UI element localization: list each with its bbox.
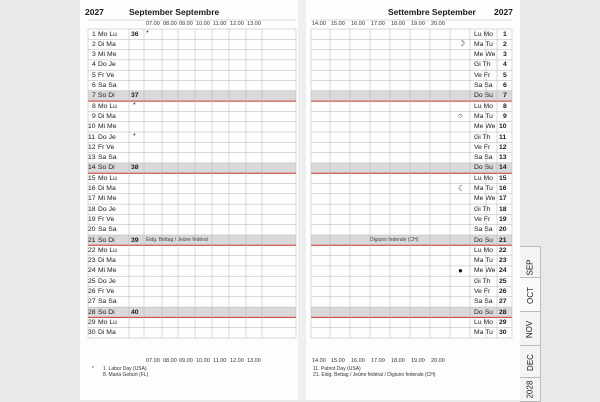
week-number: 39: [131, 236, 139, 244]
week-number: 40: [131, 308, 139, 316]
moon-phase-icon: ●: [458, 265, 463, 275]
right-day-row[interactable]: [311, 81, 512, 91]
left-footnote-1: 1. Labor Day (USA): [103, 366, 147, 372]
right-day-row[interactable]: [311, 142, 512, 152]
right-weekday: Lu Mo: [474, 174, 493, 182]
left-day-row[interactable]: [88, 39, 296, 49]
right-day-number: 5: [503, 71, 507, 79]
right-day-number: 8: [503, 102, 507, 110]
tab-2028-label: 2028: [525, 380, 535, 399]
left-weekday: Mo Lu: [98, 246, 117, 254]
hour-label: 07.00: [146, 358, 160, 364]
right-day-row[interactable]: [311, 297, 512, 307]
right-day-number: 17: [499, 195, 507, 203]
week-number: 36: [131, 30, 139, 38]
left-day-label: 22: [88, 246, 96, 254]
hour-label: 07.00: [146, 21, 160, 27]
right-day-row[interactable]: [311, 60, 512, 70]
right-weekday: Gi Th: [474, 61, 491, 69]
right-day-row[interactable]: [311, 122, 512, 132]
right-weekday: Lu Mo: [474, 318, 493, 326]
right-day-number: 30: [499, 329, 507, 337]
right-weekday: Sa Sa: [474, 298, 493, 306]
holiday-note: Digiuno federale (CH): [370, 237, 419, 244]
right-footnotes: [313, 366, 436, 378]
hour-label: 08.00: [163, 21, 177, 27]
left-weekday: Mi Me: [98, 267, 117, 275]
left-weekday: So Di: [98, 164, 115, 172]
right-day-number: 15: [499, 174, 507, 182]
left-weekday: Mi Me: [98, 123, 117, 131]
left-day-label: 29: [88, 318, 96, 326]
moon-phase-icon: ☽: [458, 39, 466, 49]
left-weekday: Do Je: [98, 133, 116, 141]
right-day-row[interactable]: [311, 101, 512, 111]
holiday-marker: *: [146, 29, 149, 37]
left-day-row[interactable]: [88, 225, 296, 235]
right-day-row[interactable]: [311, 287, 512, 297]
left-weekday: Do Je: [98, 61, 116, 69]
tab-sep-label: SEP: [525, 258, 535, 276]
left-weekday: Fr Ve: [98, 215, 115, 223]
right-weekday: Gi Th: [474, 205, 491, 213]
hour-label: 20.00: [431, 358, 445, 364]
left-weekday: Sa Sa: [98, 298, 117, 306]
hour-label: 19.00: [411, 358, 425, 364]
hour-label: 18.00: [391, 358, 405, 364]
left-weekday: Di Ma: [98, 40, 116, 48]
right-day-number: 25: [499, 277, 507, 285]
left-day-label: 25: [88, 277, 96, 285]
right-day-number: 4: [503, 61, 507, 69]
hour-label: 18.00: [391, 21, 405, 27]
right-weekday: Ma Tu: [474, 329, 493, 337]
right-day-row[interactable]: [311, 307, 512, 317]
right-day-row[interactable]: [311, 214, 512, 224]
right-day-number: 27: [499, 298, 507, 306]
right-weekday: Ve Fr: [474, 288, 491, 295]
right-day-row[interactable]: [311, 50, 512, 60]
left-weekday: So Di: [98, 92, 115, 100]
left-day-label: 5: [92, 71, 96, 79]
left-day-label: 27: [88, 298, 96, 306]
left-month-title: September Septembre: [129, 7, 220, 17]
right-day-number: 23: [499, 257, 507, 265]
left-day-label: 9: [92, 112, 96, 120]
left-day-label: 30: [88, 329, 96, 337]
left-day-label: 12: [88, 143, 96, 151]
hour-label: 20.00: [431, 21, 445, 27]
hour-label: 12.00: [230, 358, 244, 364]
right-weekday: Me We: [474, 195, 496, 203]
right-weekday: Ma Tu: [474, 40, 493, 48]
moon-phase-icon: ☾: [458, 183, 466, 193]
month-tabs: [520, 0, 600, 400]
right-day-number: 16: [499, 185, 507, 192]
left-day-label: 11: [88, 133, 96, 141]
left-weekday: Fr Ve: [98, 143, 115, 151]
right-weekday: Ve Fr: [474, 215, 491, 223]
page-gutter: [298, 0, 306, 400]
left-day-label: 24: [88, 267, 96, 275]
left-day-row[interactable]: [88, 194, 296, 204]
right-weekday: Sa Sa: [474, 82, 493, 89]
week-number: 38: [131, 164, 139, 172]
left-day-label: 1: [92, 30, 96, 38]
left-day-label: 28: [88, 308, 96, 316]
left-day-row[interactable]: [88, 173, 296, 183]
tab-oct[interactable]: [520, 277, 541, 313]
left-day-label: 16: [88, 185, 96, 192]
right-weekday: Me We: [474, 123, 496, 131]
right-day-number: 7: [503, 92, 507, 100]
right-day-number: 14: [499, 164, 507, 172]
right-weekday: Ma Tu: [474, 112, 493, 120]
right-footnote-1: 11. Patriot Day (USA): [313, 366, 361, 372]
left-day-row[interactable]: [88, 287, 296, 297]
left-day-row[interactable]: [88, 81, 296, 91]
hour-label: 19.00: [411, 21, 425, 27]
hour-label: 16.00: [351, 358, 365, 364]
left-weekday: Mo Lu: [98, 30, 117, 38]
right-day-row[interactable]: [311, 317, 512, 327]
left-weekday: Sa Sa: [98, 154, 117, 162]
hour-label: 14.00: [312, 358, 326, 364]
right-day-number: 9: [503, 112, 507, 120]
right-day-number: 6: [503, 82, 507, 89]
hour-label: 16.00: [351, 21, 365, 27]
right-weekday: Lu Mo: [474, 30, 493, 38]
right-day-row[interactable]: [311, 328, 512, 338]
hour-label: 12.00: [230, 21, 244, 27]
left-day-row[interactable]: [88, 132, 296, 142]
right-day-row[interactable]: [311, 204, 512, 214]
hour-label: 13.00: [247, 358, 261, 364]
right-footnote-2: 21. Eidg. Bettag / Jeûne fédéral / Digiuno federale (CH): [313, 372, 436, 378]
hour-label: 10.00: [196, 21, 210, 27]
right-day-number: 20: [499, 226, 507, 234]
holiday-note: Eidg. Bettag / Jeûne fédéral: [146, 237, 208, 244]
right-day-row[interactable]: [311, 235, 512, 245]
right-day-row[interactable]: [311, 29, 512, 39]
left-day-label: 21: [88, 236, 96, 244]
left-weekday: Di Ma: [98, 185, 116, 192]
right-day-number: 19: [499, 215, 507, 223]
hour-label: 09.00: [179, 21, 193, 27]
left-day-row[interactable]: [88, 101, 296, 111]
right-weekday: Me We: [474, 51, 496, 59]
left-day-row[interactable]: [88, 235, 296, 245]
left-day-row[interactable]: [88, 256, 296, 266]
left-weekday: Fr Ve: [98, 71, 115, 79]
tab-dec-label: DEC: [525, 353, 535, 371]
right-day-row[interactable]: [311, 111, 512, 121]
left-day-label: 17: [88, 195, 96, 203]
left-day-row[interactable]: [88, 111, 296, 121]
tab-2028[interactable]: [520, 377, 541, 402]
right-day-row[interactable]: [311, 70, 512, 80]
left-day-row[interactable]: [88, 266, 296, 276]
right-day-number: 13: [499, 154, 507, 162]
right-weekday: Do Su: [474, 308, 493, 316]
right-month-title: Settembre September: [388, 7, 476, 17]
left-weekday: Sa Sa: [98, 82, 117, 89]
left-day-label: 18: [88, 205, 96, 213]
left-day-label: 15: [88, 174, 96, 182]
right-day-number: 10: [499, 123, 507, 131]
hour-label: 11.00: [213, 21, 227, 27]
right-day-row[interactable]: [311, 276, 512, 286]
left-day-label: 20: [88, 226, 96, 234]
right-weekday: Sa Sa: [474, 226, 493, 234]
left-day-row[interactable]: [88, 163, 296, 173]
right-day-number: 12: [499, 143, 507, 151]
right-weekday: Me We: [474, 267, 496, 275]
left-day-label: 13: [88, 154, 96, 162]
holiday-marker: *: [133, 132, 136, 140]
left-weekday: So Di: [98, 308, 115, 316]
left-day-row[interactable]: [88, 29, 296, 39]
right-day-row[interactable]: [311, 194, 512, 204]
left-day-label: 7: [92, 92, 96, 100]
left-day-row[interactable]: [88, 122, 296, 132]
right-day-row[interactable]: [311, 91, 512, 101]
right-weekday: Do Su: [474, 164, 493, 172]
hour-label: 15.00: [331, 358, 345, 364]
right-weekday: Lu Mo: [474, 246, 493, 254]
left-day-row[interactable]: [88, 307, 296, 317]
right-weekday: Ve Fr: [474, 143, 491, 151]
left-day-row[interactable]: [88, 204, 296, 214]
left-weekday: Mo Lu: [98, 174, 117, 182]
hour-label: 13.00: [247, 21, 261, 27]
right-day-row[interactable]: [311, 163, 512, 173]
left-day-row[interactable]: [88, 214, 296, 224]
left-footnote-2: 8. Mariä Geburt (FL): [103, 372, 149, 378]
right-weekday: Ma Tu: [474, 185, 493, 192]
holiday-marker: *: [133, 101, 136, 109]
right-day-number: 11: [499, 133, 507, 141]
tab-oct-label: OCT: [525, 286, 535, 304]
hour-label: 11.00: [213, 358, 227, 364]
hour-label: 17.00: [371, 21, 385, 27]
right-day-number: 2: [503, 40, 507, 48]
left-day-label: 10: [88, 123, 96, 131]
right-day-number: 1: [503, 30, 507, 38]
left-day-row[interactable]: [88, 70, 296, 80]
hour-label: 17.00: [371, 358, 385, 364]
right-day-number: 22: [499, 246, 507, 254]
hour-label: 09.00: [179, 358, 193, 364]
left-footnotes: [103, 366, 148, 378]
left-footnote-star: *: [92, 366, 94, 372]
left-weekday: Fr Ve: [98, 288, 115, 295]
right-day-number: 3: [503, 51, 507, 59]
tab-dec[interactable]: [520, 345, 541, 379]
hour-label: 15.00: [331, 21, 345, 27]
hour-label: 14.00: [312, 21, 326, 27]
right-weekday: Sa Sa: [474, 154, 493, 162]
left-day-label: 4: [92, 61, 96, 69]
right-weekday: Ma Tu: [474, 257, 493, 265]
left-day-label: 19: [88, 215, 96, 223]
left-day-label: 3: [92, 51, 96, 59]
right-day-row[interactable]: [311, 132, 512, 142]
right-weekday: Gi Th: [474, 277, 491, 285]
right-day-row[interactable]: [311, 266, 512, 276]
left-day-label: 8: [92, 102, 96, 110]
week-number: 37: [131, 92, 139, 100]
right-day-row[interactable]: [311, 225, 512, 235]
left-day-row[interactable]: [88, 297, 296, 307]
right-day-row[interactable]: [311, 256, 512, 266]
left-weekday: Mo Lu: [98, 102, 117, 110]
left-weekday: Do Je: [98, 277, 116, 285]
right-weekday: Do Su: [474, 92, 493, 100]
left-day-label: 26: [88, 288, 96, 295]
right-day-row[interactable]: [311, 184, 512, 194]
hour-label: 10.00: [196, 358, 210, 364]
left-day-row[interactable]: [88, 142, 296, 152]
right-day-number: 24: [499, 267, 507, 275]
left-weekday: Di Ma: [98, 329, 116, 337]
moon-phase-icon: ○: [458, 111, 463, 121]
left-weekday: Di Ma: [98, 112, 116, 120]
right-year: 2027: [494, 7, 513, 17]
tab-nov[interactable]: [520, 311, 541, 347]
right-day-row[interactable]: [311, 245, 512, 255]
left-weekday: Do Je: [98, 205, 116, 213]
right-day-number: 21: [499, 236, 507, 244]
left-day-row[interactable]: [88, 153, 296, 163]
left-day-row[interactable]: [88, 276, 296, 286]
right-weekday: Do Su: [474, 236, 493, 244]
left-weekday: Mi Me: [98, 51, 117, 59]
tab-nov-label: NOV: [525, 320, 535, 338]
left-day-row[interactable]: [88, 60, 296, 70]
left-day-label: 2: [92, 40, 96, 48]
right-day-number: 29: [499, 318, 507, 326]
right-weekday: Gi Th: [474, 133, 491, 141]
hour-label: 08.00: [163, 358, 177, 364]
left-day-row[interactable]: [88, 50, 296, 60]
left-day-row[interactable]: [88, 91, 296, 101]
left-day-row[interactable]: [88, 328, 296, 338]
left-weekday: Mi Me: [98, 195, 117, 203]
left-weekday: Mo Lu: [98, 318, 117, 326]
right-day-row[interactable]: [311, 173, 512, 183]
right-day-number: 28: [499, 308, 507, 316]
right-day-number: 18: [499, 205, 507, 213]
right-day-row[interactable]: [311, 153, 512, 163]
left-day-row[interactable]: [88, 317, 296, 327]
left-weekday: Di Ma: [98, 257, 116, 265]
right-weekday: Lu Mo: [474, 102, 493, 110]
left-day-row[interactable]: [88, 184, 296, 194]
left-weekday: So Di: [98, 236, 115, 244]
left-weekday: Sa Sa: [98, 226, 117, 234]
right-day-number: 26: [499, 288, 507, 295]
right-weekday: Ve Fr: [474, 71, 491, 79]
left-day-label: 6: [92, 82, 96, 89]
left-day-label: 23: [88, 257, 96, 265]
left-day-label: 14: [88, 164, 96, 172]
left-year: 2027: [85, 7, 104, 17]
left-day-row[interactable]: [88, 245, 296, 255]
right-day-row[interactable]: [311, 39, 512, 49]
